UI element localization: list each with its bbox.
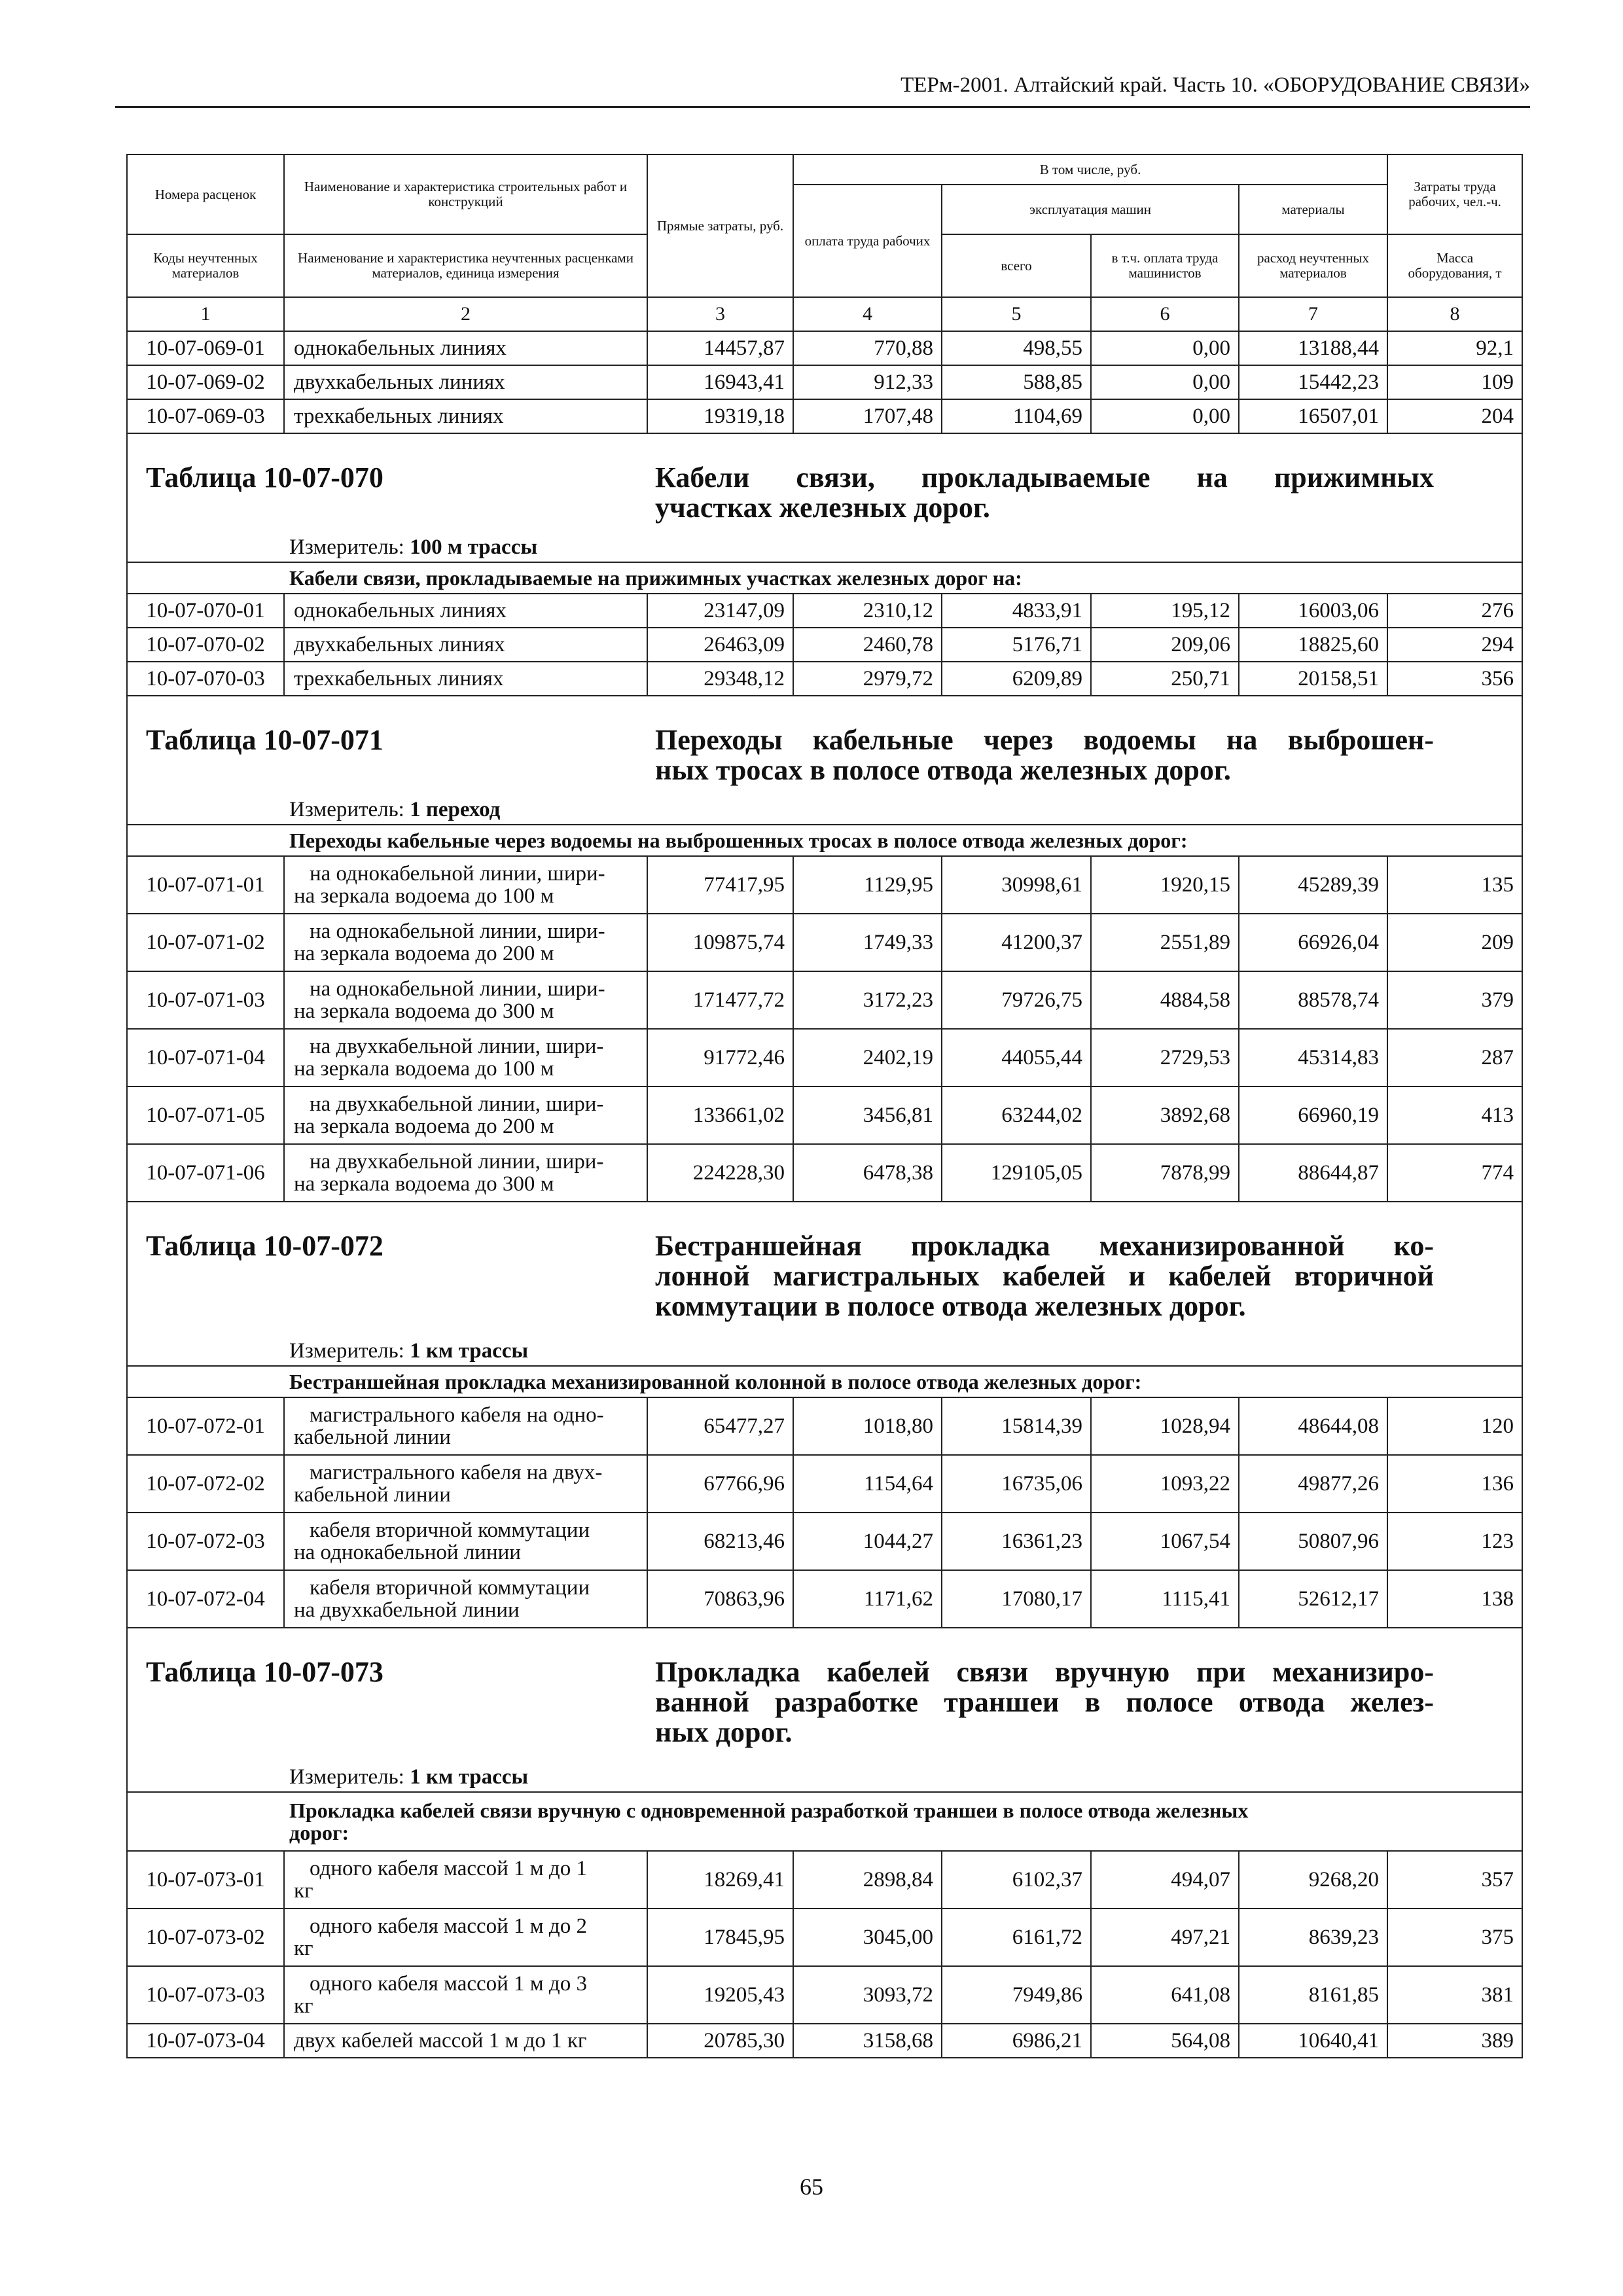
table-row xyxy=(127,628,1522,662)
machinist-pay-value: 209,06 xyxy=(1091,628,1239,662)
work-name-line1: одного кабеля массой 1 м до 3 xyxy=(310,1972,587,1996)
col-header-material-usage: расход неучтенных материалов xyxy=(1239,234,1387,297)
direct-costs-value: 65477,27 xyxy=(647,1397,793,1455)
table-row xyxy=(127,365,1522,399)
running-header-text: ТЕРм-2001. Алтайский край. Часть 10. «ОБОРУДОВАНИЕ СВЯЗИ» xyxy=(901,73,1530,97)
work-name xyxy=(284,971,647,1029)
machinist-pay-value: 1067,54 xyxy=(1091,1513,1239,1570)
col-header-work-name: Наименование и характеристика строительных работ и конструкций xyxy=(284,154,647,234)
machines-total-value: 6161,72 xyxy=(942,1909,1091,1966)
labor-hours-value: 123 xyxy=(1387,1513,1522,1570)
worker-pay-value: 6478,38 xyxy=(793,1144,942,1202)
table-row xyxy=(127,2024,1522,2058)
machines-total-value: 6209,89 xyxy=(942,662,1091,696)
labor-hours-value: 138 xyxy=(1387,1570,1522,1628)
meter-label: Измеритель: xyxy=(289,797,404,821)
work-name-line2: кабельной линии xyxy=(294,1426,451,1449)
work-name-line1: одного кабеля массой 1 м до 1 xyxy=(310,1857,587,1880)
meter-value: 1 км трассы xyxy=(410,1338,529,1363)
machines-total-value: 5176,71 xyxy=(942,628,1091,662)
direct-costs-value: 224228,30 xyxy=(647,1144,793,1202)
direct-costs-value: 171477,72 xyxy=(647,971,793,1029)
rate-code: 10-07-070-01 xyxy=(127,594,284,628)
rate-code: 10-07-071-01 xyxy=(127,856,284,914)
col-number: 2 xyxy=(284,297,647,331)
machines-total-value: 498,55 xyxy=(942,331,1091,365)
worker-pay-value: 3158,68 xyxy=(793,2024,942,2058)
rate-code: 10-07-070-03 xyxy=(127,662,284,696)
work-name xyxy=(284,1909,647,1966)
section-069 xyxy=(127,331,1522,433)
worker-pay-value: 3172,23 xyxy=(793,971,942,1029)
machinist-pay-value: 7878,99 xyxy=(1091,1144,1239,1202)
work-name-line1: на однокабельной линии, шири- xyxy=(310,977,605,1001)
machinist-pay-value: 2729,53 xyxy=(1091,1029,1239,1086)
machines-total-value: 7949,86 xyxy=(942,1966,1091,2024)
work-name-line1: на двухкабельной линии, шири- xyxy=(310,1150,604,1174)
work-name xyxy=(284,914,647,971)
work-name-line2: на зеркала водоема до 100 м xyxy=(294,1057,554,1081)
machinist-pay-value: 2551,89 xyxy=(1091,914,1239,971)
meter-label: Измеритель: xyxy=(289,535,404,559)
machines-total-value: 129105,05 xyxy=(942,1144,1091,1202)
rate-code: 10-07-071-02 xyxy=(127,914,284,971)
rate-code: 10-07-072-04 xyxy=(127,1570,284,1628)
work-name: двухкабельных линиях xyxy=(284,365,647,399)
col-header-material-names: Наименование и характеристика неучтенных расценками материалов, единица измерения xyxy=(284,234,647,297)
material-usage-value: 20158,51 xyxy=(1239,662,1387,696)
machines-total-value: 44055,44 xyxy=(942,1029,1091,1086)
material-usage-value: 16003,06 xyxy=(1239,594,1387,628)
table-070-subheading: Кабели связи, прокладываемые на прижимных участках железных дорог на: xyxy=(127,562,1522,594)
table-071-label: Таблица 10-07-071 xyxy=(146,724,383,756)
labor-hours-value: 135 xyxy=(1387,856,1522,914)
labor-hours-value: 120 xyxy=(1387,1397,1522,1455)
machines-total-value: 16735,06 xyxy=(942,1455,1091,1513)
work-name-line2: на зеркала водоема до 200 м xyxy=(294,942,554,965)
work-name-line2: кабельной линии xyxy=(294,1483,451,1507)
work-name xyxy=(284,1029,647,1086)
col-header-rate-number: Номера расценок xyxy=(127,154,284,234)
direct-costs-value: 23147,09 xyxy=(647,594,793,628)
work-name-line1: на однокабельной линии, шири- xyxy=(310,920,605,943)
rate-code: 10-07-073-02 xyxy=(127,1909,284,1966)
machinist-pay-value: 564,08 xyxy=(1091,2024,1239,2058)
work-name-line2: на однокабельной линии xyxy=(294,1541,521,1564)
table-row xyxy=(127,1513,1522,1570)
table-072-subheading: Бестраншейная прокладка механизированной колонной в полосе отвода железных дорог: xyxy=(127,1366,1522,1397)
rate-code: 10-07-069-02 xyxy=(127,365,284,399)
col-number: 3 xyxy=(647,297,793,331)
rate-code: 10-07-073-01 xyxy=(127,1851,284,1909)
table-073-subheading-line1: Прокладка кабелей связи вручную с одновременной разработкой траншеи в полосе отвода железных xyxy=(289,1799,1249,1822)
col-header-direct-costs: Прямые затраты, руб. xyxy=(647,154,793,297)
work-name xyxy=(284,1513,647,1570)
work-name: трехкабельных линиях xyxy=(284,399,647,433)
table-row xyxy=(127,1144,1522,1202)
direct-costs-value: 18269,41 xyxy=(647,1851,793,1909)
work-name: трехкабельных линиях xyxy=(284,662,647,696)
labor-hours-value: 375 xyxy=(1387,1909,1522,1966)
material-usage-value: 8639,23 xyxy=(1239,1909,1387,1966)
work-name-line2: кг xyxy=(294,1937,313,1960)
rate-code: 10-07-069-01 xyxy=(127,331,284,365)
table-071-title-line1: Переходы кабельные через водоемы на выброшен- xyxy=(655,724,1434,756)
material-usage-value: 88578,74 xyxy=(1239,971,1387,1029)
direct-costs-value: 16943,41 xyxy=(647,365,793,399)
col-header-machines: эксплуатация машин xyxy=(942,185,1239,234)
work-name xyxy=(284,1570,647,1628)
table-071-meter xyxy=(127,795,1522,825)
work-name-line2: кг xyxy=(294,1879,313,1903)
work-name-line1: магистрального кабеля на двух- xyxy=(310,1461,603,1484)
table-row xyxy=(127,1909,1522,1966)
page-number: 65 xyxy=(800,2174,823,2200)
direct-costs-value: 70863,96 xyxy=(647,1570,793,1628)
direct-costs-value: 17845,95 xyxy=(647,1909,793,1966)
col-number: 1 xyxy=(127,297,284,331)
col-number: 7 xyxy=(1239,297,1387,331)
table-073-label: Таблица 10-07-073 xyxy=(146,1656,383,1688)
machinist-pay-value: 250,71 xyxy=(1091,662,1239,696)
work-name xyxy=(284,856,647,914)
work-name xyxy=(284,1966,647,2024)
work-name-line1: на двухкабельной линии, шири- xyxy=(310,1092,604,1116)
machines-total-value: 588,85 xyxy=(942,365,1091,399)
labor-hours-value: 774 xyxy=(1387,1144,1522,1202)
material-usage-value: 18825,60 xyxy=(1239,628,1387,662)
machines-total-value: 4833,91 xyxy=(942,594,1091,628)
table-header xyxy=(127,154,1522,297)
col-header-materials: материалы xyxy=(1239,185,1387,234)
work-name-line1: магистрального кабеля на одно- xyxy=(310,1403,604,1427)
machinist-pay-value: 1028,94 xyxy=(1091,1397,1239,1455)
machinist-pay-value: 4884,58 xyxy=(1091,971,1239,1029)
rate-code: 10-07-071-05 xyxy=(127,1086,284,1144)
work-name-line2: на зеркала водоема до 200 м xyxy=(294,1115,554,1138)
col-header-including: В том числе, руб. xyxy=(793,154,1387,185)
section-073 xyxy=(127,1628,1522,1851)
direct-costs-value: 91772,46 xyxy=(647,1029,793,1086)
machines-total-value: 63244,02 xyxy=(942,1086,1091,1144)
direct-costs-value: 67766,96 xyxy=(647,1455,793,1513)
rate-code: 10-07-072-01 xyxy=(127,1397,284,1455)
material-usage-value: 8161,85 xyxy=(1239,1966,1387,2024)
table-073-subheading xyxy=(127,1792,1522,1851)
material-usage-value: 50807,96 xyxy=(1239,1513,1387,1570)
table-073-title-line3: ных дорог. xyxy=(655,1716,793,1748)
work-name: однокабельных линиях xyxy=(284,331,647,365)
work-name-line2: на зеркала водоема до 300 м xyxy=(294,1172,554,1196)
table-073-meter xyxy=(127,1763,1522,1792)
work-name xyxy=(284,1851,647,1909)
work-name-line2: на зеркала водоема до 300 м xyxy=(294,999,554,1023)
material-usage-value: 49877,26 xyxy=(1239,1455,1387,1513)
table-row xyxy=(127,1966,1522,2024)
meter-value: 100 м трассы xyxy=(410,535,538,559)
worker-pay-value: 3093,72 xyxy=(793,1966,942,2024)
labor-hours-value: 381 xyxy=(1387,1966,1522,2024)
machinist-pay-value: 494,07 xyxy=(1091,1851,1239,1909)
col-header-worker-pay: оплата труда рабочих xyxy=(793,185,942,297)
table-row xyxy=(127,1455,1522,1513)
table-row xyxy=(127,331,1522,365)
col-header-material-codes: Коды неучтенных материалов xyxy=(127,234,284,297)
table-072-label: Таблица 10-07-072 xyxy=(146,1230,383,1262)
table-072-meter xyxy=(127,1336,1522,1366)
labor-hours-value: 136 xyxy=(1387,1455,1522,1513)
col-number: 6 xyxy=(1091,297,1239,331)
direct-costs-value: 133661,02 xyxy=(647,1086,793,1144)
work-name-line2: кг xyxy=(294,1994,313,2018)
labor-hours-value: 379 xyxy=(1387,971,1522,1029)
direct-costs-value: 20785,30 xyxy=(647,2024,793,2058)
worker-pay-value: 3045,00 xyxy=(793,1909,942,1966)
direct-costs-value: 19319,18 xyxy=(647,399,793,433)
worker-pay-value: 1018,80 xyxy=(793,1397,942,1455)
machinist-pay-value: 497,21 xyxy=(1091,1909,1239,1966)
material-usage-value: 13188,44 xyxy=(1239,331,1387,365)
labor-hours-value: 204 xyxy=(1387,399,1522,433)
machines-total-value: 17080,17 xyxy=(942,1570,1091,1628)
machinist-pay-value: 1920,15 xyxy=(1091,856,1239,914)
section-072 xyxy=(127,1202,1522,1397)
section-073-rows xyxy=(127,1851,1522,2058)
rate-code: 10-07-072-02 xyxy=(127,1455,284,1513)
meter-value: 1 переход xyxy=(410,797,501,821)
material-usage-value: 9268,20 xyxy=(1239,1851,1387,1909)
machinist-pay-value: 641,08 xyxy=(1091,1966,1239,2024)
work-name-line1: кабеля вторичной коммутации xyxy=(310,1518,590,1542)
rates-table xyxy=(126,154,1523,2058)
worker-pay-value: 3456,81 xyxy=(793,1086,942,1144)
material-usage-value: 48644,08 xyxy=(1239,1397,1387,1455)
col-header-equipment-mass: Масса оборудования, т xyxy=(1387,234,1522,297)
table-row xyxy=(127,1851,1522,1909)
rate-code: 10-07-073-03 xyxy=(127,1966,284,2024)
material-usage-value: 88644,87 xyxy=(1239,1144,1387,1202)
labor-hours-value: 356 xyxy=(1387,662,1522,696)
labor-hours-value: 413 xyxy=(1387,1086,1522,1144)
rate-code: 10-07-069-03 xyxy=(127,399,284,433)
material-usage-value: 16507,01 xyxy=(1239,399,1387,433)
worker-pay-value: 1749,33 xyxy=(793,914,942,971)
meter-label: Измеритель: xyxy=(289,1765,404,1789)
direct-costs-value: 68213,46 xyxy=(647,1513,793,1570)
work-name-line1: кабеля вторичной коммутации xyxy=(310,1576,590,1600)
machinist-pay-value: 0,00 xyxy=(1091,331,1239,365)
labor-hours-value: 209 xyxy=(1387,914,1522,971)
rate-code: 10-07-071-03 xyxy=(127,971,284,1029)
worker-pay-value: 1171,62 xyxy=(793,1570,942,1628)
material-usage-value: 66960,19 xyxy=(1239,1086,1387,1144)
section-072-rows xyxy=(127,1397,1522,1628)
labor-hours-value: 109 xyxy=(1387,365,1522,399)
column-number-row xyxy=(127,297,1522,331)
table-row xyxy=(127,399,1522,433)
machines-total-value: 79726,75 xyxy=(942,971,1091,1029)
machinist-pay-value: 0,00 xyxy=(1091,399,1239,433)
meter-value: 1 км трассы xyxy=(410,1765,529,1789)
worker-pay-value: 1044,27 xyxy=(793,1513,942,1570)
material-usage-value: 66926,04 xyxy=(1239,914,1387,971)
material-usage-value: 10640,41 xyxy=(1239,2024,1387,2058)
work-name xyxy=(284,1144,647,1202)
table-row xyxy=(127,1570,1522,1628)
col-number: 5 xyxy=(942,297,1091,331)
table-073-title-line2: ванной разработке траншеи в полосе отвода желез- xyxy=(655,1686,1434,1718)
work-name-line1: на однокабельной линии, шири- xyxy=(310,862,605,886)
rate-code: 10-07-073-04 xyxy=(127,2024,284,2058)
work-name-line1: одного кабеля массой 1 м до 2 xyxy=(310,1914,587,1938)
section-070 xyxy=(127,433,1522,594)
work-name-line1: на двухкабельной линии, шири- xyxy=(310,1035,604,1058)
material-usage-value: 45289,39 xyxy=(1239,856,1387,914)
labor-hours-value: 294 xyxy=(1387,628,1522,662)
worker-pay-value: 1707,48 xyxy=(793,399,942,433)
table-073-title-line1: Прокладка кабелей связи вручную при механизиро- xyxy=(655,1656,1434,1688)
direct-costs-value: 14457,87 xyxy=(647,331,793,365)
direct-costs-value: 19205,43 xyxy=(647,1966,793,2024)
rate-code: 10-07-072-03 xyxy=(127,1513,284,1570)
machinist-pay-value: 0,00 xyxy=(1091,365,1239,399)
work-name: однокабельных линиях xyxy=(284,594,647,628)
work-name xyxy=(284,1086,647,1144)
work-name-line2: на двухкабельной линии xyxy=(294,1598,520,1622)
table-070-meter xyxy=(127,533,1522,562)
col-number: 8 xyxy=(1387,297,1522,331)
table-073-subheading-line2: дорог: xyxy=(289,1821,349,1844)
labor-hours-value: 287 xyxy=(1387,1029,1522,1086)
work-name: двух кабелей массой 1 м до 1 кг xyxy=(284,2024,647,2058)
work-name: двухкабельных линиях xyxy=(284,628,647,662)
labor-hours-value: 357 xyxy=(1387,1851,1522,1909)
worker-pay-value: 1129,95 xyxy=(793,856,942,914)
col-number: 4 xyxy=(793,297,942,331)
direct-costs-value: 109875,74 xyxy=(647,914,793,971)
table-071-title-line2: ных тросах в полосе отвода железных дорог. xyxy=(655,754,1231,786)
machinist-pay-value: 1115,41 xyxy=(1091,1570,1239,1628)
table-row xyxy=(127,662,1522,696)
labor-hours-value: 276 xyxy=(1387,594,1522,628)
worker-pay-value: 1154,64 xyxy=(793,1455,942,1513)
machinist-pay-value: 1093,22 xyxy=(1091,1455,1239,1513)
direct-costs-value: 26463,09 xyxy=(647,628,793,662)
machines-total-value: 15814,39 xyxy=(942,1397,1091,1455)
machines-total-value: 6102,37 xyxy=(942,1851,1091,1909)
work-name-line2: на зеркала водоема до 100 м xyxy=(294,884,554,908)
section-071 xyxy=(127,696,1522,856)
rate-code: 10-07-071-06 xyxy=(127,1144,284,1202)
direct-costs-value: 29348,12 xyxy=(647,662,793,696)
table-row xyxy=(127,856,1522,914)
machinist-pay-value: 3892,68 xyxy=(1091,1086,1239,1144)
machines-total-value: 1104,69 xyxy=(942,399,1091,433)
work-name xyxy=(284,1397,647,1455)
worker-pay-value: 2979,72 xyxy=(793,662,942,696)
labor-hours-value: 389 xyxy=(1387,2024,1522,2058)
section-071-rows xyxy=(127,856,1522,1202)
table-070-label: Таблица 10-07-070 xyxy=(146,461,383,493)
worker-pay-value: 2898,84 xyxy=(793,1851,942,1909)
col-header-machinist-pay: в т.ч. оплата труда машинистов xyxy=(1091,234,1239,297)
table-070-title-line1: Кабели связи, прокладываемые на прижимных xyxy=(655,461,1434,493)
material-usage-value: 52612,17 xyxy=(1239,1570,1387,1628)
table-row xyxy=(127,594,1522,628)
table-row xyxy=(127,971,1522,1029)
worker-pay-value: 2310,12 xyxy=(793,594,942,628)
worker-pay-value: 912,33 xyxy=(793,365,942,399)
rate-code: 10-07-071-04 xyxy=(127,1029,284,1086)
table-072-title-line1: Бестраншейная прокладка механизированной ко- xyxy=(655,1230,1434,1262)
rate-code: 10-07-070-02 xyxy=(127,628,284,662)
machinist-pay-value: 195,12 xyxy=(1091,594,1239,628)
section-070-rows xyxy=(127,594,1522,696)
meter-label: Измеритель: xyxy=(289,1338,404,1363)
table-072-title-line2: лонной магистральных кабелей и кабелей вторичной xyxy=(655,1260,1434,1292)
machines-total-value: 30998,61 xyxy=(942,856,1091,914)
machines-total-value: 41200,37 xyxy=(942,914,1091,971)
direct-costs-value: 77417,95 xyxy=(647,856,793,914)
worker-pay-value: 2402,19 xyxy=(793,1029,942,1086)
table-row xyxy=(127,1086,1522,1144)
table-row xyxy=(127,1397,1522,1455)
table-072-title-line3: коммутации в полосе отвода железных дорог. xyxy=(655,1290,1246,1322)
running-header xyxy=(115,72,1530,108)
col-header-labor-hours: Затраты труда рабочих, чел.-ч. xyxy=(1387,154,1522,234)
rates-table-wrap xyxy=(126,154,1522,2058)
material-usage-value: 15442,23 xyxy=(1239,365,1387,399)
worker-pay-value: 770,88 xyxy=(793,331,942,365)
worker-pay-value: 2460,78 xyxy=(793,628,942,662)
machines-total-value: 6986,21 xyxy=(942,2024,1091,2058)
table-row xyxy=(127,1029,1522,1086)
machines-total-value: 16361,23 xyxy=(942,1513,1091,1570)
work-name xyxy=(284,1455,647,1513)
col-header-machines-total: всего xyxy=(942,234,1091,297)
labor-hours-value: 92,1 xyxy=(1387,331,1522,365)
table-070-title-line2: участках железных дорог. xyxy=(655,492,990,524)
table-row xyxy=(127,914,1522,971)
table-071-subheading: Переходы кабельные через водоемы на выброшенных тросах в полосе отвода железных дорог: xyxy=(127,825,1522,856)
material-usage-value: 45314,83 xyxy=(1239,1029,1387,1086)
